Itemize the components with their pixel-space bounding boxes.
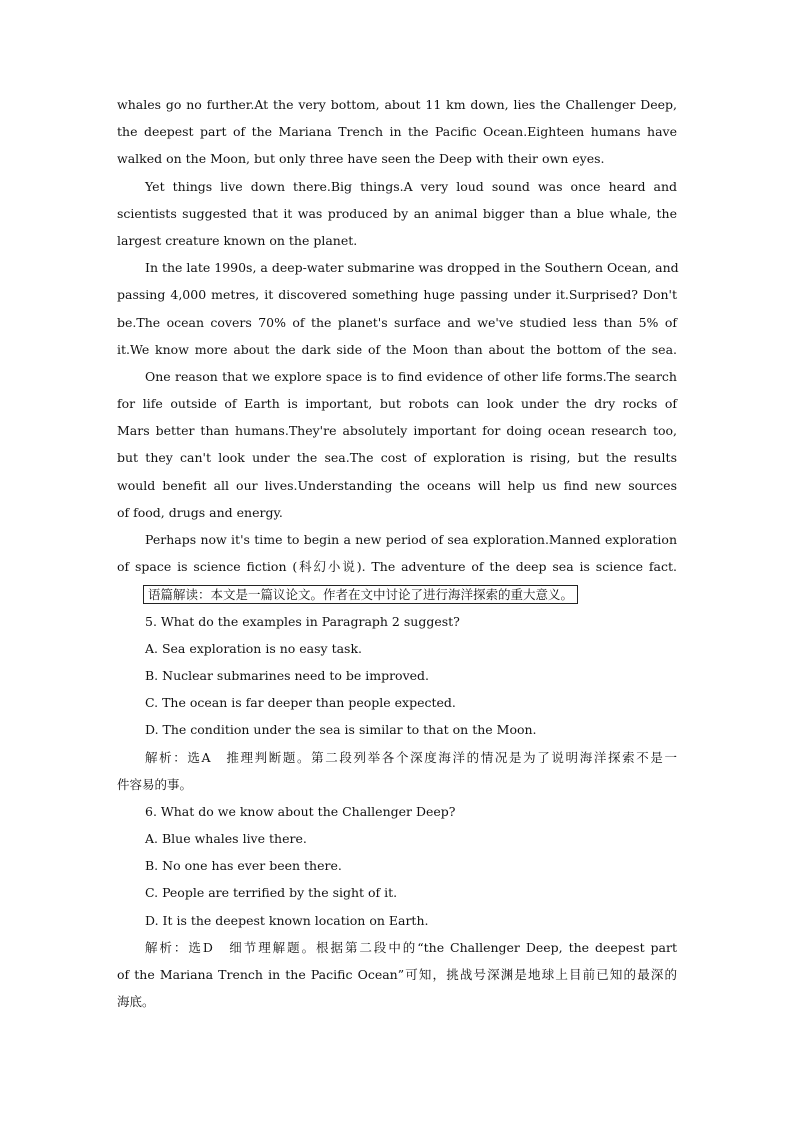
paragraph-3	[117, 254, 677, 363]
text-line: of food, drugs and energy.	[117, 504, 283, 520]
text-line: walked on the Moon, but only three have seen the Deep with their own eyes.	[117, 151, 605, 167]
text-line: would benefit all our lives.Understanding the oceans will help us find new sources	[117, 477, 677, 493]
text-line: One reason that we explore space is to find evidence of other life forms.The search	[145, 368, 677, 384]
analysis-line: 解析：选A 推理判断题。第二段列举各个深度海洋的情况是为了说明海洋探索不是一	[145, 749, 677, 765]
text-line: passing 4,000 metres, it discovered something huge passing under it.Surprised? Don't	[117, 287, 677, 303]
paragraph-5	[117, 526, 677, 580]
option-c: C. People are terrified by the sight of it.	[145, 885, 398, 901]
option-a: A. Sea exploration is no easy task.	[145, 640, 363, 656]
paragraph-1	[117, 91, 677, 173]
text-line: the deepest part of the Mariana Trench in the Pacific Ocean.Eighteen humans have	[117, 124, 677, 140]
option-a: A. Blue whales live there.	[145, 831, 307, 847]
text-line: Yet things live down there.Big things.A very loud sound was once heard and	[145, 178, 677, 194]
question-stem: 6. What do we know about the Challenger Deep?	[145, 803, 456, 819]
question-6	[117, 798, 677, 1016]
option-d: D. It is the deepest known location on Earth.	[145, 912, 429, 928]
text-line: largest creature known on the planet.	[117, 232, 358, 248]
option-b: B. Nuclear submarines need to be improved.	[145, 667, 430, 683]
text-line: Mars better than humans.They're absolutely important for doing ocean research too,	[117, 423, 677, 439]
text-line: In the late 1990s, a deep-water submarine was dropped in the Southern Ocean, and	[145, 260, 679, 276]
text-line: for life outside of Earth is important, but robots can look under the dry rocks of	[117, 396, 677, 412]
paragraph-2	[117, 173, 677, 255]
passage-summary-box: 语篇解读：本文是一篇议论文。作者在文中讨论了进行海洋探索的重大意义。	[143, 585, 578, 604]
text-line: but they can't look under the sea.The cost of exploration is rising, but the results	[117, 450, 677, 466]
text-line: scientists suggested that it was produced by an animal bigger than a blue whale, the	[117, 205, 677, 221]
document-page	[117, 91, 677, 1015]
analysis-line: 解析：选D 细节理解题。根据第二段中的“the Challenger Deep, the deepest part	[145, 939, 677, 955]
question-stem: 5. What do the examples in Paragraph 2 suggest?	[145, 613, 460, 629]
option-c: C. The ocean is far deeper than people expected.	[145, 695, 456, 711]
analysis-line: of the Mariana Trench in the Pacific Ocean”可知，挑战号深渊是地球上目前已知的最深的	[117, 967, 677, 982]
text-line: it.We know more about the dark side of the Moon than about the bottom of the sea.	[117, 341, 677, 357]
paragraph-4	[117, 363, 677, 526]
text-line: Perhaps now it's time to begin a new period of sea exploration.Manned exploration	[145, 532, 677, 547]
text-line: of space is science fiction (科幻小说). The adventure of the deep sea is science fact.	[117, 559, 677, 575]
option-b: B. No one has ever been there.	[145, 858, 342, 874]
text-line: be.The ocean covers 70% of the planet's surface and we've studied less than 5% of	[117, 314, 677, 330]
summary-row	[117, 580, 677, 607]
question-5	[117, 608, 677, 798]
text-line: whales go no further.At the very bottom, about 11 km down, lies the Challenger Deep,	[117, 97, 677, 112]
option-d: D. The condition under the sea is similar to that on the Moon.	[145, 722, 537, 738]
analysis-line: 海底。	[117, 994, 155, 1010]
analysis-line: 件容易的事。	[117, 776, 193, 792]
